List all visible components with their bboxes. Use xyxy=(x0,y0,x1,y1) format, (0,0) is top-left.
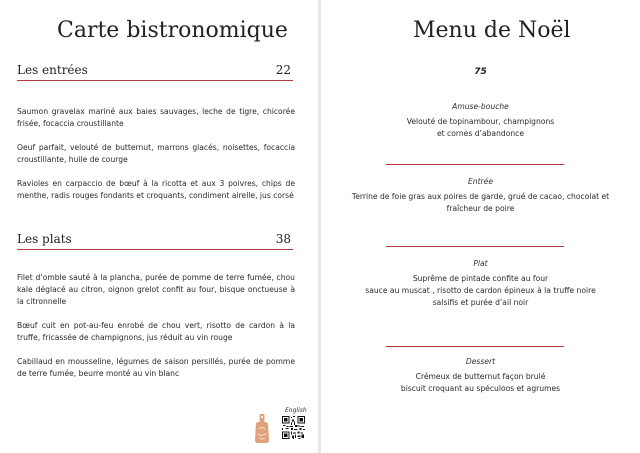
course-dessert xyxy=(321,356,640,395)
course-label: Amuse-bouche xyxy=(452,102,509,111)
course-divider xyxy=(386,164,564,165)
course-line: salsifis et purée d’ail noir xyxy=(432,298,529,307)
course-label: Entrée xyxy=(467,177,494,186)
course-line: biscuit croquant au spéculoos et agrumes xyxy=(400,384,561,393)
course-line: Velouté de topinambour, champignons xyxy=(406,117,555,126)
course-entree xyxy=(321,176,640,215)
course-line: et cornes d’abandonce xyxy=(436,129,525,138)
course-line: fraîcheur de poire xyxy=(446,204,515,213)
dish-item: Ravioles en carpaccio de bœuf à la ricotta et aux 3 poivres, chips de menthe, radis rouges fondants et croquants, condiment airelle, jus corsé xyxy=(17,179,295,200)
section-name: Les entrées xyxy=(17,63,88,77)
section-name: Les plats xyxy=(17,232,72,246)
section-header-entrees xyxy=(17,63,293,81)
dish-item: Oeuf parfait, velouté de butternut, marrons glacés, noisettes, focaccia croustillante, huile de courge xyxy=(17,143,295,164)
page-title: Menu de Noël xyxy=(413,18,571,43)
dish-item: Filet d’omble sauté à la plancha, purée de pomme de terre fumée, chou kale déglacé au citron, oignon grelot confit au four, bisque onctueuse à la citronnelle xyxy=(17,273,295,306)
dish-item: Cabillaud en mousseline, légumes de saison persillés, purée de pomme de terre fumée, beurre monté au vin blanc xyxy=(17,357,295,378)
dish-item: Bœuf cuit en pot-au-feu enrobé de chou vert, risotto de cardon à la truffe, fricassée de champignons, jus réduit au vin rouge xyxy=(17,321,295,342)
qr-code-icon[interactable] xyxy=(282,416,305,439)
left-page xyxy=(0,0,318,453)
dish-item: Saumon gravelax mariné aux baies sauvages, leche de tigre, chicorée frisée, focaccia croustillante xyxy=(17,107,295,128)
course-line: Crémeux de butternut façon brulé xyxy=(415,372,546,381)
course-line: Suprême de pintade confite au four xyxy=(412,274,549,283)
section-price: 22 xyxy=(275,63,291,77)
course-plat xyxy=(321,258,640,309)
course-label: Dessert xyxy=(465,357,496,366)
section-header-plats xyxy=(17,232,293,250)
menu-price: 75 xyxy=(474,67,487,77)
course-divider xyxy=(386,346,564,347)
course-line: sauce au muscat , risotto de cardon épineux à la truffe noire xyxy=(365,286,596,295)
english-label: English xyxy=(285,407,307,414)
cutting-board-logo-icon xyxy=(253,414,271,444)
course-amuse-bouche xyxy=(321,101,640,140)
right-page xyxy=(321,0,640,453)
page-title: Carte bistronomique xyxy=(57,18,288,43)
section-price: 38 xyxy=(275,232,291,246)
course-label: Plat xyxy=(473,259,488,268)
course-line: Terrine de foie gras aux poires de garde, grué de cacao, chocolat et xyxy=(351,192,610,201)
section-divider xyxy=(17,80,293,81)
course-divider xyxy=(386,246,564,247)
section-divider xyxy=(17,249,293,250)
